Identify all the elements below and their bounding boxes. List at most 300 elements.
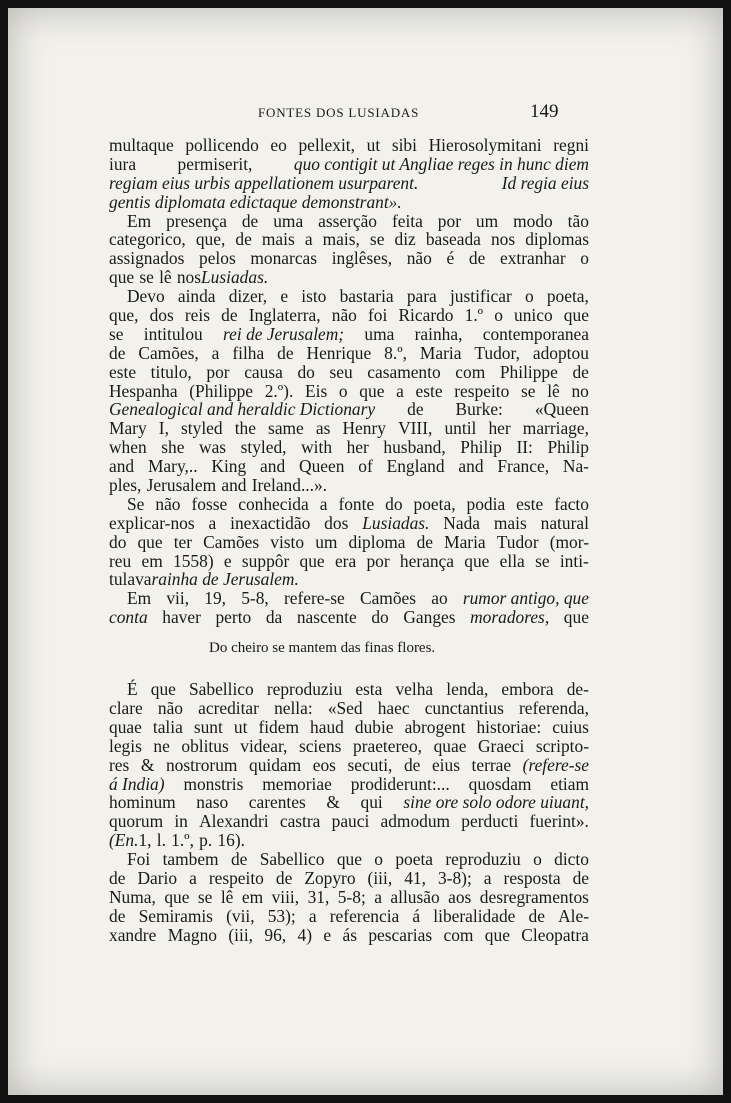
text-line bbox=[109, 325, 589, 344]
word: diz bbox=[394, 229, 416, 250]
word: não bbox=[406, 248, 432, 269]
word: refere-se bbox=[283, 588, 345, 609]
word: 3-8); bbox=[437, 867, 472, 888]
word: herança bbox=[399, 550, 454, 571]
word: pellexit, bbox=[298, 135, 355, 155]
word: modo bbox=[513, 210, 553, 231]
word: o bbox=[338, 380, 348, 401]
word: ut bbox=[366, 135, 381, 155]
word: asserção bbox=[318, 210, 378, 231]
word: se bbox=[535, 550, 550, 571]
word: mais bbox=[261, 229, 295, 250]
word: quo contigit ut Angliae reges in hunc diem bbox=[293, 153, 589, 174]
word: de bbox=[572, 867, 589, 888]
word: que bbox=[563, 607, 589, 628]
word: and bbox=[458, 456, 484, 477]
text-line bbox=[109, 249, 589, 268]
word: conta bbox=[109, 607, 148, 628]
word: I, bbox=[158, 418, 169, 439]
text-line bbox=[109, 400, 589, 419]
word: que bbox=[336, 849, 362, 870]
word: ne bbox=[153, 735, 170, 756]
word: a bbox=[483, 867, 492, 888]
word: Se bbox=[127, 493, 145, 514]
word: inglêses, bbox=[331, 248, 393, 269]
word: nos bbox=[176, 267, 202, 288]
word: mais bbox=[493, 512, 527, 533]
word: respeito bbox=[454, 380, 510, 401]
word: Na- bbox=[562, 456, 589, 477]
text-line bbox=[109, 552, 589, 571]
word: de bbox=[275, 867, 293, 888]
word: Philip bbox=[547, 437, 589, 458]
word: VIII, bbox=[398, 418, 433, 439]
word: of bbox=[358, 456, 373, 477]
text-line bbox=[109, 230, 589, 249]
word: uma bbox=[364, 323, 395, 344]
word: Sabellico bbox=[259, 849, 325, 870]
word: and bbox=[109, 456, 135, 477]
word: and bbox=[260, 456, 286, 477]
word: o bbox=[494, 305, 503, 326]
word: inexactidão bbox=[230, 512, 311, 533]
word: resposta bbox=[503, 867, 561, 888]
word: l. bbox=[156, 830, 166, 851]
word: lê bbox=[220, 886, 234, 907]
word: 5-8; bbox=[337, 886, 366, 907]
word: á India) bbox=[109, 773, 165, 794]
text-line bbox=[109, 680, 589, 699]
word: ainda bbox=[177, 286, 216, 307]
text-line bbox=[109, 495, 589, 514]
word: haec bbox=[377, 697, 410, 718]
word: natural bbox=[540, 512, 589, 533]
word: 16). bbox=[217, 830, 245, 851]
word: 4) bbox=[297, 924, 312, 945]
word: titulo, bbox=[150, 361, 192, 382]
word: haud bbox=[310, 716, 344, 737]
word: clare bbox=[109, 697, 143, 718]
word: de bbox=[277, 342, 294, 363]
running-title: FONTES DOS LUSIADAS bbox=[258, 105, 420, 120]
word: por bbox=[366, 550, 390, 571]
word: dizer, bbox=[228, 286, 268, 307]
word: 8.º, bbox=[384, 342, 407, 363]
word: scripto- bbox=[535, 735, 589, 756]
word: não bbox=[155, 493, 181, 514]
word: Tudor bbox=[496, 531, 539, 552]
word: de bbox=[468, 248, 486, 269]
word: de bbox=[235, 229, 252, 250]
word: adoptou bbox=[532, 342, 589, 363]
text-line bbox=[109, 306, 589, 325]
word: se bbox=[369, 229, 385, 250]
word: perducti bbox=[461, 811, 519, 832]
word: allusão bbox=[390, 886, 440, 907]
word: a bbox=[396, 380, 404, 401]
word: nella: bbox=[274, 697, 313, 718]
word: sciens bbox=[298, 735, 342, 756]
word: monarcas bbox=[250, 248, 318, 269]
text-line bbox=[109, 533, 589, 552]
word: ás bbox=[342, 924, 357, 945]
word: Henrique bbox=[306, 342, 372, 363]
word: É bbox=[127, 679, 138, 700]
word: o bbox=[374, 849, 383, 870]
word: uma bbox=[273, 210, 304, 231]
word: inti- bbox=[559, 550, 589, 571]
word: o bbox=[533, 849, 542, 870]
word: Ricardo bbox=[398, 305, 454, 326]
word: Philippe bbox=[499, 361, 558, 382]
word: pollicendo bbox=[185, 135, 259, 155]
word: Mary,.. bbox=[147, 456, 198, 477]
word: causa bbox=[244, 361, 283, 382]
word: explicar-nos bbox=[109, 512, 195, 533]
word: perto bbox=[215, 607, 252, 628]
word: se bbox=[109, 323, 124, 344]
word: conhecida bbox=[238, 493, 309, 514]
text-line bbox=[109, 793, 589, 812]
word: (vii, bbox=[226, 905, 255, 926]
word: (iii, bbox=[367, 867, 393, 888]
word: nos bbox=[490, 229, 516, 250]
word: este bbox=[109, 361, 137, 382]
word: oblitus bbox=[181, 735, 229, 756]
word: de- bbox=[566, 679, 589, 700]
text-line bbox=[109, 212, 589, 231]
word: 1.º bbox=[464, 305, 484, 326]
word: Camões bbox=[203, 531, 260, 552]
word: Queen bbox=[299, 456, 345, 477]
word: em bbox=[141, 550, 163, 571]
text-line bbox=[109, 869, 589, 888]
word: Dario bbox=[137, 867, 178, 888]
word: era bbox=[334, 550, 357, 571]
word: acreditar bbox=[198, 697, 259, 718]
word: Graeci bbox=[477, 735, 525, 756]
word: rei de Jerusalem; bbox=[223, 323, 345, 344]
text-line bbox=[109, 737, 589, 756]
text-line bbox=[109, 907, 589, 926]
word: referencia bbox=[329, 905, 400, 926]
body-text bbox=[109, 136, 589, 945]
word: que, bbox=[109, 305, 139, 326]
word: dos bbox=[324, 512, 349, 533]
word: diploma bbox=[348, 531, 406, 552]
word: diplomas bbox=[525, 229, 589, 250]
word: ella bbox=[499, 550, 525, 571]
text-line bbox=[109, 699, 589, 718]
word: que bbox=[137, 531, 163, 552]
word: Mary bbox=[109, 418, 147, 439]
word: her bbox=[346, 437, 369, 458]
word: reproduziu bbox=[266, 679, 343, 700]
word: sunt bbox=[193, 716, 223, 737]
text-line bbox=[109, 268, 589, 287]
word: fidem bbox=[258, 716, 300, 737]
word: Alexandri bbox=[199, 811, 269, 832]
text-line bbox=[109, 363, 589, 382]
word: de bbox=[416, 531, 434, 552]
word: não bbox=[157, 697, 184, 718]
word: 41, bbox=[404, 867, 426, 888]
word: de bbox=[403, 754, 421, 775]
text-line bbox=[109, 514, 589, 533]
word: rainha de Jerusalem. bbox=[151, 569, 299, 590]
word: Hierosolymitani bbox=[428, 135, 542, 155]
word: a bbox=[211, 342, 220, 363]
word: in bbox=[174, 811, 188, 832]
word: Devo bbox=[127, 286, 165, 307]
word: secuti, bbox=[347, 754, 393, 775]
word: de bbox=[230, 849, 248, 870]
word: King bbox=[211, 456, 247, 477]
word: France, bbox=[497, 456, 550, 477]
word: tulava bbox=[109, 569, 152, 590]
word: Camões bbox=[359, 588, 417, 609]
word: eo bbox=[270, 135, 287, 155]
word: Foi bbox=[127, 849, 151, 870]
word: Nada bbox=[443, 512, 480, 533]
word: sine ore solo odore uiuant, bbox=[403, 792, 589, 813]
word: Ale- bbox=[558, 905, 589, 926]
word: Zopyro bbox=[304, 867, 356, 888]
word: a bbox=[208, 512, 217, 533]
word: multaque bbox=[109, 135, 174, 155]
word: Lusiadas. bbox=[201, 267, 269, 288]
word: e bbox=[323, 924, 332, 945]
word: Semiramis bbox=[138, 905, 213, 926]
word: facto bbox=[554, 493, 589, 514]
word: praetereo, bbox=[353, 735, 423, 756]
word: bastaria bbox=[339, 286, 394, 307]
word: quae bbox=[109, 716, 142, 737]
word: marriage, bbox=[522, 418, 589, 439]
word: gentis diplomata edictaque demonstrant». bbox=[109, 191, 402, 212]
word: abrogent bbox=[404, 716, 466, 737]
word: carentes bbox=[248, 792, 306, 813]
word: presença bbox=[166, 210, 227, 231]
word: Em bbox=[127, 588, 152, 609]
word: do bbox=[109, 531, 127, 552]
text-line bbox=[109, 589, 589, 608]
page-number: 149 bbox=[530, 101, 559, 122]
word: que bbox=[164, 886, 190, 907]
word: qui bbox=[360, 792, 383, 813]
word: Id regia eius bbox=[501, 172, 589, 193]
word: Numa, bbox=[109, 886, 156, 907]
word: poeta bbox=[395, 849, 434, 870]
word: suppôr bbox=[241, 550, 290, 571]
word: memoriae bbox=[262, 773, 332, 794]
word: que bbox=[563, 305, 589, 326]
word: isto bbox=[301, 286, 327, 307]
text-line bbox=[109, 718, 589, 737]
word: monstris bbox=[183, 773, 244, 794]
word: tambem bbox=[162, 849, 219, 870]
word: 31, bbox=[307, 886, 330, 907]
word: contemporanea bbox=[482, 323, 589, 344]
word: Henry bbox=[342, 418, 386, 439]
text-line bbox=[109, 344, 589, 363]
word: feita bbox=[391, 210, 423, 231]
word: Em bbox=[127, 210, 152, 231]
word: a bbox=[308, 905, 317, 926]
word: terrae bbox=[471, 754, 512, 775]
word: que bbox=[109, 267, 135, 288]
word: não bbox=[331, 305, 357, 326]
word: until bbox=[444, 418, 477, 439]
word: eos bbox=[312, 754, 336, 775]
page-header bbox=[8, 101, 723, 127]
word: extranhar bbox=[499, 248, 566, 269]
word: Philip bbox=[460, 437, 502, 458]
word: que bbox=[359, 380, 385, 401]
word: quidam bbox=[249, 754, 302, 775]
word: 1.º, bbox=[171, 830, 194, 851]
word: quosdam bbox=[468, 773, 532, 794]
word: castra bbox=[279, 811, 321, 832]
word: este bbox=[516, 493, 544, 514]
word: a bbox=[319, 493, 328, 514]
word: xandre bbox=[109, 924, 157, 945]
word: poeta, bbox=[413, 493, 456, 514]
word: poeta, bbox=[546, 286, 589, 307]
word: esta bbox=[355, 679, 383, 700]
word: com bbox=[455, 361, 486, 382]
word: Inglaterra, bbox=[248, 305, 321, 326]
text-line bbox=[109, 775, 589, 794]
word: Genealogical and heraldic Dictionary bbox=[109, 399, 376, 420]
word: de bbox=[109, 867, 126, 888]
word: hominum bbox=[109, 792, 176, 813]
word: reproduziu bbox=[445, 849, 521, 870]
word: com bbox=[443, 924, 474, 945]
word: (mor- bbox=[549, 531, 589, 552]
word: que bbox=[299, 550, 325, 571]
word: o bbox=[580, 248, 589, 269]
text-line bbox=[109, 926, 589, 945]
word: liberalidade bbox=[433, 905, 516, 926]
word: lê bbox=[159, 267, 172, 288]
word: dubie bbox=[354, 716, 394, 737]
word: vii, bbox=[166, 588, 190, 609]
word: aos bbox=[448, 886, 472, 907]
word: um bbox=[315, 531, 338, 552]
word: dos bbox=[149, 305, 174, 326]
word: mais, bbox=[322, 229, 360, 250]
word: Camões, bbox=[138, 342, 199, 363]
word: nascente bbox=[296, 607, 357, 628]
word: «Queen bbox=[534, 399, 589, 420]
word: embora bbox=[501, 679, 554, 700]
text-line bbox=[109, 608, 589, 627]
word: and bbox=[221, 475, 247, 496]
word: Ireland...». bbox=[251, 475, 328, 496]
word: she bbox=[161, 437, 185, 458]
word: (Philippe bbox=[189, 380, 254, 401]
word: que bbox=[484, 924, 510, 945]
word: fonte bbox=[338, 493, 375, 514]
word: 53); bbox=[267, 905, 296, 926]
word: fosse bbox=[191, 493, 228, 514]
word: cuius bbox=[552, 716, 589, 737]
word: res bbox=[109, 754, 130, 775]
word: seu bbox=[329, 361, 353, 382]
word: talia bbox=[152, 716, 183, 737]
word: e bbox=[280, 286, 289, 307]
word: filha bbox=[232, 342, 265, 363]
word: categorico, bbox=[109, 229, 186, 250]
word: quorum bbox=[109, 811, 164, 832]
text-line bbox=[109, 476, 589, 495]
word: um bbox=[475, 210, 499, 231]
word: em bbox=[241, 886, 264, 907]
text-line bbox=[109, 193, 589, 212]
word: que bbox=[150, 679, 176, 700]
word: é bbox=[446, 248, 455, 269]
word: de bbox=[109, 342, 126, 363]
word: casamento bbox=[367, 361, 441, 382]
word: Eis bbox=[304, 380, 328, 401]
word: when bbox=[109, 437, 147, 458]
word: 1558) bbox=[173, 550, 214, 571]
word: admodum bbox=[380, 811, 451, 832]
word: 96, bbox=[264, 924, 287, 945]
word: 19, bbox=[204, 588, 227, 609]
word: «Sed bbox=[327, 697, 363, 718]
word: (iii, bbox=[228, 924, 253, 945]
word: England bbox=[386, 456, 445, 477]
word: pescarias bbox=[368, 924, 433, 945]
text-line bbox=[109, 570, 589, 589]
word: p. bbox=[199, 830, 213, 851]
word: regni bbox=[553, 135, 589, 155]
word: ter bbox=[173, 531, 193, 552]
word: se bbox=[521, 380, 536, 401]
word: e bbox=[223, 550, 232, 571]
word: foi bbox=[368, 305, 388, 326]
word: Maria bbox=[444, 531, 486, 552]
word: no bbox=[571, 380, 589, 401]
text-line bbox=[109, 382, 589, 401]
word: tão bbox=[567, 210, 589, 231]
word: with bbox=[301, 437, 333, 458]
word: Tudor, bbox=[474, 342, 520, 363]
word: fuerint». bbox=[529, 811, 589, 832]
word: de bbox=[572, 361, 589, 382]
word: a bbox=[189, 867, 197, 888]
text-line bbox=[109, 174, 589, 193]
text-line bbox=[109, 155, 589, 174]
word: haver bbox=[162, 607, 201, 628]
text-line bbox=[109, 438, 589, 457]
text-line bbox=[109, 419, 589, 438]
word: lenda, bbox=[446, 679, 489, 700]
word: Do cheiro se mantem das finas flores. bbox=[209, 640, 436, 657]
word: cunctantius bbox=[424, 697, 504, 718]
word: videar, bbox=[240, 735, 288, 756]
word: rainha, bbox=[414, 323, 463, 344]
word: nostrorum bbox=[165, 754, 238, 775]
word: á bbox=[412, 905, 421, 926]
word: Jerusalem bbox=[146, 475, 217, 496]
word: por bbox=[206, 361, 230, 382]
word: prodiderunt:... bbox=[350, 773, 450, 794]
word: reu bbox=[109, 550, 132, 571]
text-line bbox=[109, 457, 589, 476]
